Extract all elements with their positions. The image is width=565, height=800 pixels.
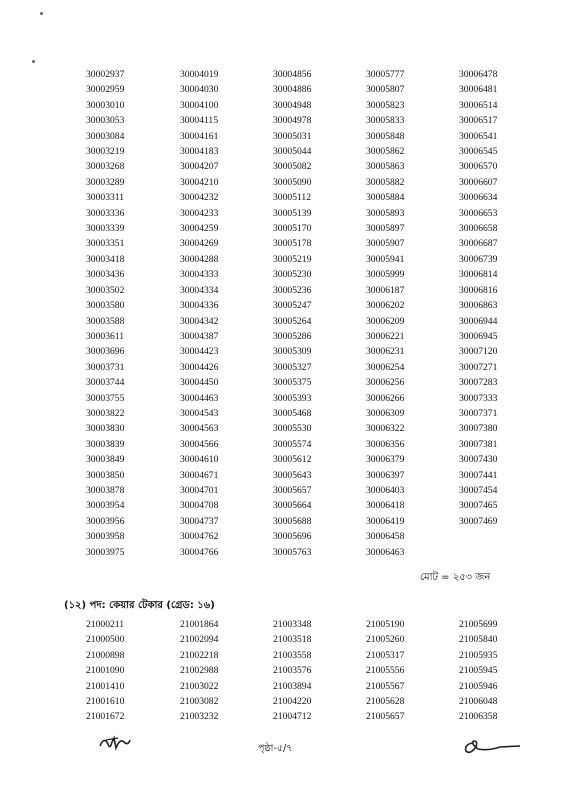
- roll-number: 30006256: [366, 377, 405, 389]
- roll-number: 30003588: [86, 315, 125, 327]
- roll-number: 21006048: [459, 696, 498, 708]
- roll-number: 30006945: [459, 330, 498, 342]
- roll-number: 30004610: [180, 454, 219, 466]
- list1-column-4: [366, 67, 404, 560]
- roll-number: 21002094: [180, 634, 219, 646]
- roll-number: 21000898: [86, 649, 125, 661]
- list1-column-2: [180, 67, 218, 560]
- list2-column-1: [86, 617, 124, 725]
- roll-number: 30003580: [86, 300, 125, 312]
- roll-number: 30005664: [273, 500, 312, 512]
- roll-number: 30006517: [459, 115, 498, 127]
- roll-number: 30004450: [180, 377, 219, 389]
- roll-number: 30006739: [459, 253, 498, 265]
- roll-number: 21004220: [273, 696, 312, 708]
- roll-number: 30005530: [273, 423, 312, 435]
- list2-column-4: [366, 617, 404, 725]
- roll-number: 30004543: [180, 407, 219, 419]
- roll-number: 30006687: [459, 238, 498, 250]
- list2-column-3: [273, 617, 311, 725]
- roll-number: 30003755: [86, 392, 125, 404]
- roll-number: 21005190: [366, 619, 405, 630]
- roll-number: 30005882: [366, 176, 405, 188]
- roll-number: 30007333: [459, 392, 498, 404]
- roll-number: 30005286: [273, 330, 312, 342]
- roll-number: 21005628: [366, 696, 405, 708]
- roll-number: 30003351: [86, 238, 125, 250]
- roll-number: 30007283: [459, 377, 498, 389]
- roll-number: 30006607: [459, 176, 498, 188]
- roll-number: 30004762: [180, 531, 219, 543]
- roll-number: 30004019: [180, 69, 219, 80]
- roll-number: 30006202: [366, 300, 405, 312]
- roll-number: 21001672: [86, 711, 125, 723]
- roll-number: 21005317: [366, 649, 405, 661]
- roll-number: 30006419: [366, 515, 405, 527]
- roll-number: 30004387: [180, 330, 219, 342]
- roll-number: 30005468: [273, 407, 312, 419]
- roll-number: 30003084: [86, 130, 125, 142]
- roll-number: 30006944: [459, 315, 498, 327]
- roll-number: 30004563: [180, 423, 219, 435]
- roll-number: 21003082: [180, 696, 219, 708]
- roll-number: 30004671: [180, 469, 219, 481]
- roll-number: 30004030: [180, 84, 219, 96]
- roll-number: 30002959: [86, 84, 125, 96]
- roll-number: 30005139: [273, 207, 312, 219]
- roll-number: 30005763: [273, 546, 312, 558]
- roll-number: 30007430: [459, 454, 498, 466]
- roll-number: 21005556: [366, 665, 405, 677]
- roll-number: 21005840: [459, 634, 498, 646]
- roll-number: 30005112: [273, 192, 312, 204]
- roll-number: 30005833: [366, 115, 405, 127]
- roll-number: 30005247: [273, 300, 312, 312]
- roll-number: 30006254: [366, 361, 405, 373]
- roll-number: 30006863: [459, 300, 498, 312]
- roll-number: 30004334: [180, 284, 219, 296]
- roll-number: 30005236: [273, 284, 312, 296]
- roll-number: 30003219: [86, 146, 125, 158]
- scan-dot-top: [40, 12, 43, 15]
- roll-number: 21005945: [459, 665, 498, 677]
- roll-number: 30005884: [366, 192, 405, 204]
- roll-number: 21005946: [459, 680, 498, 692]
- roll-number: 21005699: [459, 619, 498, 630]
- roll-number: 30006221: [366, 330, 405, 342]
- roll-number: 30005863: [366, 161, 405, 173]
- roll-number: 30003053: [86, 115, 125, 127]
- roll-number: 30003268: [86, 161, 125, 173]
- roll-number: 30006478: [459, 69, 498, 80]
- roll-number: 30004737: [180, 515, 219, 527]
- scan-dot-left: [32, 60, 35, 63]
- roll-number: 30006541: [459, 130, 498, 142]
- signature-right: [458, 735, 524, 757]
- roll-number: 30006514: [459, 99, 498, 111]
- roll-number: 21005657: [366, 711, 405, 723]
- roll-number: 30005777: [366, 69, 405, 80]
- roll-number: 30005219: [273, 253, 312, 265]
- roll-number: 30003010: [86, 99, 125, 111]
- roll-number: 30007469: [459, 515, 498, 527]
- roll-number: 30004342: [180, 315, 219, 327]
- roll-number: 30005893: [366, 207, 405, 219]
- roll-number: 30004701: [180, 484, 219, 496]
- roll-number: 30006187: [366, 284, 405, 296]
- roll-number: 30006403: [366, 484, 405, 496]
- roll-number: 30004978: [273, 115, 312, 127]
- roll-number: 30007441: [459, 469, 498, 481]
- roll-number: 30005657: [273, 484, 312, 496]
- roll-number: 30003311: [86, 192, 125, 204]
- roll-number: 21003232: [180, 711, 219, 723]
- roll-number: 30005807: [366, 84, 405, 96]
- roll-number: 30006481: [459, 84, 498, 96]
- roll-number: 21002218: [180, 649, 219, 661]
- roll-number: 30004766: [180, 546, 219, 558]
- roll-number: 30004288: [180, 253, 219, 265]
- roll-number: 30005327: [273, 361, 312, 373]
- total-count: মোট = ২৫৩ জন: [420, 572, 491, 583]
- roll-number: 30005612: [273, 454, 312, 466]
- roll-number: 21000500: [86, 634, 125, 646]
- roll-number: 30004463: [180, 392, 219, 404]
- roll-number: 21003518: [273, 634, 312, 646]
- roll-number: 30003958: [86, 531, 125, 543]
- roll-number: 30005907: [366, 238, 405, 250]
- roll-number: 30003336: [86, 207, 125, 219]
- roll-number: 30004161: [180, 130, 219, 142]
- roll-number: 30004333: [180, 269, 219, 281]
- roll-number: 30006322: [366, 423, 405, 435]
- roll-number: 30006814: [459, 269, 498, 281]
- roll-number: 21006358: [459, 711, 498, 723]
- roll-number: 30005090: [273, 176, 312, 188]
- roll-number: 30007380: [459, 423, 498, 435]
- roll-number: 30004566: [180, 438, 219, 450]
- roll-number: 30006816: [459, 284, 498, 296]
- roll-number: 30004426: [180, 361, 219, 373]
- roll-number: 30006231: [366, 346, 405, 358]
- roll-number: 30004207: [180, 161, 219, 173]
- roll-number: 30004336: [180, 300, 219, 312]
- roll-number: 30003850: [86, 469, 125, 481]
- roll-number: 30004232: [180, 192, 219, 204]
- roll-number: 30005170: [273, 223, 312, 235]
- roll-number: 30005230: [273, 269, 312, 281]
- roll-number: 30007120: [459, 346, 498, 358]
- roll-number: 30006463: [366, 546, 405, 558]
- roll-number: 21003558: [273, 649, 312, 661]
- roll-number: 30007381: [459, 438, 498, 450]
- signature-left: [98, 732, 132, 754]
- roll-number: 30006356: [366, 438, 405, 450]
- roll-number: 30004269: [180, 238, 219, 250]
- roll-number: 30005031: [273, 130, 312, 142]
- roll-number: 21001610: [86, 696, 125, 708]
- roll-number: 30003975: [86, 546, 125, 558]
- roll-number: 30006397: [366, 469, 405, 481]
- page-number: পৃষ্ঠা-৫/৭: [258, 743, 293, 754]
- roll-number: 30005897: [366, 223, 405, 235]
- roll-number: 21005935: [459, 649, 498, 661]
- roll-number: 30005941: [366, 253, 405, 265]
- roll-number: 21003576: [273, 665, 312, 677]
- roll-number: 21001090: [86, 665, 125, 677]
- roll-number: 30006658: [459, 223, 498, 235]
- roll-number: 30006209: [366, 315, 405, 327]
- roll-number: 30006653: [459, 207, 498, 219]
- roll-number: 30005393: [273, 392, 312, 404]
- roll-number: 30007454: [459, 484, 498, 496]
- roll-number: 30006418: [366, 500, 405, 512]
- roll-number: 30003436: [86, 269, 125, 281]
- roll-number: 21005260: [366, 634, 405, 646]
- roll-number: 30005044: [273, 146, 312, 158]
- roll-number: 30005643: [273, 469, 312, 481]
- roll-number: 21001864: [180, 619, 219, 630]
- roll-number: 30003822: [86, 407, 125, 419]
- roll-number: 21004712: [273, 711, 312, 723]
- roll-number: 30002937: [86, 69, 125, 80]
- roll-number: 30005574: [273, 438, 312, 450]
- roll-number: 30005375: [273, 377, 312, 389]
- list2-column-2: [180, 617, 218, 725]
- roll-number: 30005309: [273, 346, 312, 358]
- roll-number: 30003878: [86, 484, 125, 496]
- roll-number: 30003289: [86, 176, 125, 188]
- roll-number: 30003611: [86, 330, 125, 342]
- roll-number: 30005848: [366, 130, 405, 142]
- list1-column-1: [86, 67, 124, 560]
- roll-number: 21000211: [86, 619, 125, 630]
- list1-column-3: [273, 67, 311, 560]
- roll-number: 30007371: [459, 407, 498, 419]
- roll-number: 30003954: [86, 500, 125, 512]
- roll-number: 30006309: [366, 407, 405, 419]
- roll-number: 30004100: [180, 99, 219, 111]
- roll-number: 30004115: [180, 115, 219, 127]
- roll-number: 30005696: [273, 531, 312, 543]
- roll-number: 30005999: [366, 269, 405, 281]
- roll-number: 30003744: [86, 377, 125, 389]
- roll-number: 30006379: [366, 454, 405, 466]
- roll-number: 30003731: [86, 361, 125, 373]
- roll-number: 30003839: [86, 438, 125, 450]
- roll-number: 30005082: [273, 161, 312, 173]
- roll-number: 30006634: [459, 192, 498, 204]
- roll-number: 30007271: [459, 361, 498, 373]
- roll-number: 21001410: [86, 680, 125, 692]
- roll-number: 21003348: [273, 619, 312, 630]
- roll-number: 30003696: [86, 346, 125, 358]
- roll-number: 21002988: [180, 665, 219, 677]
- roll-number: 30004183: [180, 146, 219, 158]
- roll-number: 30003956: [86, 515, 125, 527]
- roll-number: 21005567: [366, 680, 405, 692]
- roll-number: 30003502: [86, 284, 125, 296]
- roll-number: 30005178: [273, 238, 312, 250]
- roll-number: 30006458: [366, 531, 405, 543]
- roll-number: 21003894: [273, 680, 312, 692]
- roll-number: 30005688: [273, 515, 312, 527]
- roll-number: 30004210: [180, 176, 219, 188]
- section-heading: (১২) পদ: কেয়ার টেকার (গ্রেড: ১৬): [64, 600, 215, 611]
- roll-number: 30004233: [180, 207, 219, 219]
- roll-number: 30004423: [180, 346, 219, 358]
- roll-number: 30003418: [86, 253, 125, 265]
- list2-column-5: [459, 617, 497, 725]
- roll-number: 30003849: [86, 454, 125, 466]
- roll-number: 30007465: [459, 500, 498, 512]
- roll-number: 30005862: [366, 146, 405, 158]
- roll-number: 21003022: [180, 680, 219, 692]
- roll-number: 30003339: [86, 223, 125, 235]
- roll-number: 30005264: [273, 315, 312, 327]
- list1-column-5: [459, 67, 497, 529]
- roll-number: 30004886: [273, 84, 312, 96]
- roll-number: 30006570: [459, 161, 498, 173]
- roll-number: 30006545: [459, 146, 498, 158]
- roll-number: 30006266: [366, 392, 405, 404]
- roll-number: 30005823: [366, 99, 405, 111]
- roll-number: 30003830: [86, 423, 125, 435]
- roll-number: 30004708: [180, 500, 219, 512]
- roll-number: 30004948: [273, 99, 312, 111]
- roll-number: 30004259: [180, 223, 219, 235]
- roll-number: 30004856: [273, 69, 312, 80]
